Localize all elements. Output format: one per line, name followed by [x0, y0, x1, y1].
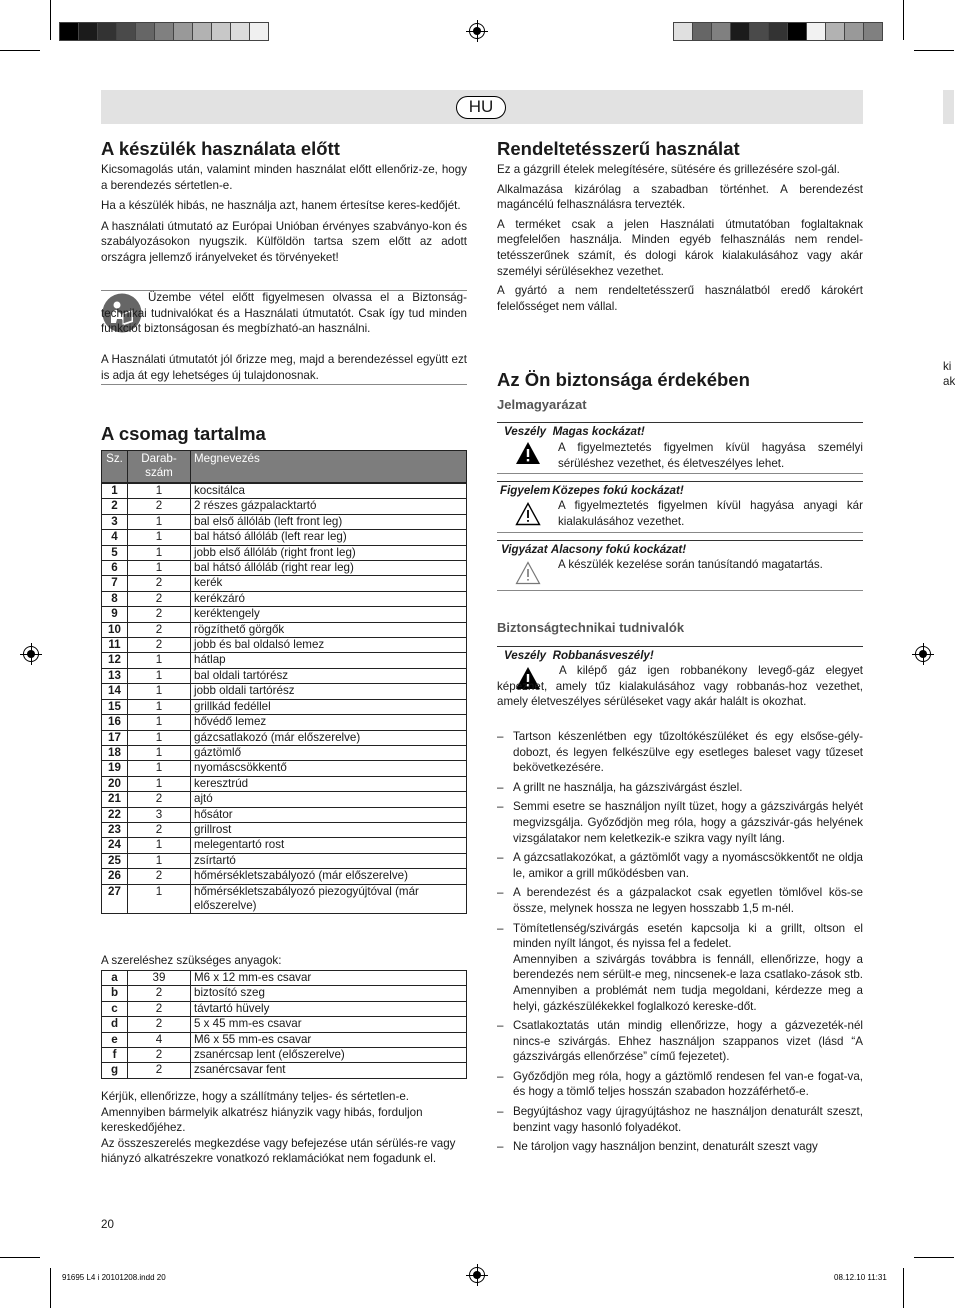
column-header: Megnevezés [191, 451, 467, 483]
part-name: kocsitálca [191, 484, 467, 499]
heading-your-safety: Az Ön biztonsága érdekében [497, 369, 750, 390]
material-name: 5 x 45 mm-es csavar [191, 1017, 467, 1032]
footer-date: 08.12.10 11:31 [834, 1273, 887, 1282]
part-quantity: 2 [128, 607, 191, 622]
part-quantity: 2 [128, 591, 191, 606]
warning-label-danger: Veszély Magas kockázat! [504, 425, 645, 438]
table-row [102, 668, 467, 683]
table-row [102, 484, 467, 499]
table-row [102, 838, 467, 853]
part-number: 1 [102, 484, 128, 499]
part-quantity: 2 [128, 638, 191, 653]
part-number: 17 [102, 730, 128, 745]
part-quantity: 1 [128, 853, 191, 868]
part-name: kerék [191, 576, 467, 591]
parts-table-header [102, 451, 467, 483]
bullet-item: – Tömítetlenség/szivárgás esetén kapcsolja ki a grillt, oltson el minden nyílt lángot, és nyissa fel a fedelet. Amennyiben a szivárgás továbbra is fennáll, ellenőrizze, hogy a berendezés nem sérült-e meg, nincsenek-e laza csatlako-zások stb. Amennyiben a problémát nem tudja megoldani, kérdezze meg a helyi, gázkészülékekkel foglalkozó kereske-dőt. [497, 921, 863, 1015]
part-name: keréktengely [191, 607, 467, 622]
paragraph: Kérjük, ellenőrizze, hogy a szállítmány teljes- és sértetlen-e. Amennyiben bármelyik alkatrész hiányzik vagy hibás, forduljon kereskedőjéhez. [101, 1090, 423, 1135]
part-number: 25 [102, 853, 128, 868]
crop-mark [50, 0, 51, 40]
bullet-item: – A gázcsatlakozókat, a gáztömlőt vagy a nyomáscsökkentőt ne oldja le, amikor a grill működésben van. [497, 850, 863, 881]
next-page-band [943, 90, 954, 124]
part-name: hővédő lemez [191, 715, 467, 730]
part-quantity: 1 [128, 730, 191, 745]
part-number: 26 [102, 869, 128, 884]
part-quantity: 1 [128, 838, 191, 853]
part-number: 8 [102, 591, 128, 606]
part-name: jobb első állóláb (right front leg) [191, 545, 467, 560]
divider [101, 384, 467, 385]
part-name: nyomáscsökkentő [191, 761, 467, 776]
material-letter: d [102, 1017, 128, 1032]
page-number: 20 [101, 1218, 114, 1231]
part-number: 5 [102, 545, 128, 560]
caution-triangle-icon [515, 502, 541, 531]
part-name: ajtó [191, 792, 467, 807]
table-row [102, 607, 467, 622]
part-quantity: 2 [128, 869, 191, 884]
registration-mark-top-icon [469, 23, 485, 39]
table-row [102, 884, 467, 914]
divider [497, 481, 863, 482]
part-quantity: 1 [128, 776, 191, 791]
crop-mark [914, 50, 954, 51]
part-name: bal első állóláb (left front leg) [191, 514, 467, 529]
part-name: grillrost [191, 822, 467, 837]
part-name: jobb oldali tartórész [191, 684, 467, 699]
registration-mark-bottom-icon [469, 1267, 485, 1283]
part-quantity: 1 [128, 715, 191, 730]
part-number: 13 [102, 668, 128, 683]
check-text [101, 1089, 467, 1171]
edge-fragment: ki [943, 360, 952, 373]
warning-label-caution: Figyelem Közepes fokú kockázat! [500, 484, 684, 497]
table-row [102, 1001, 467, 1016]
material-quantity: 39 [128, 971, 191, 986]
table-row [102, 638, 467, 653]
material-quantity: 2 [128, 1063, 191, 1078]
table-row [102, 1032, 467, 1047]
part-quantity: 1 [128, 761, 191, 776]
divider [497, 473, 863, 474]
table-row [102, 776, 467, 791]
table-row [102, 1048, 467, 1063]
table-row [102, 730, 467, 745]
material-letter: b [102, 986, 128, 1001]
part-name: bal oldali tartórész [191, 668, 467, 683]
table-row [102, 591, 467, 606]
material-name: biztosító szeg [191, 986, 467, 1001]
part-quantity: 2 [128, 576, 191, 591]
heading-safety-notes: Biztonságtechnikai tudnivalók [497, 620, 685, 635]
warning-text-attention: A készülék kezelése során tanúsítandó magatartás. [558, 558, 823, 571]
divider [497, 590, 863, 591]
part-quantity: 1 [128, 514, 191, 529]
table-row [102, 530, 467, 545]
table-row [102, 545, 467, 560]
part-name: bal hátsó állóláb (left rear leg) [191, 530, 467, 545]
table-row [102, 822, 467, 837]
heading-legend: Jelmagyarázat [497, 397, 587, 412]
part-number: 24 [102, 838, 128, 853]
table-row [102, 986, 467, 1001]
part-number: 2 [102, 499, 128, 514]
part-number: 11 [102, 638, 128, 653]
table-row [102, 761, 467, 776]
attention-triangle-icon [515, 561, 541, 590]
heading-before-use: A készülék használata előtt [101, 138, 340, 159]
part-number: 10 [102, 622, 128, 637]
assembly-intro: A szereléshez szükséges anyagok: [101, 954, 282, 967]
edge-fragment: ak [943, 375, 955, 388]
warning-text-danger: A figyelmeztetés figyelmen kívül hagyása személyi sérüléshez vezethet, és életveszélyes lehet. [558, 441, 863, 470]
part-number: 20 [102, 776, 128, 791]
part-name: kerékzáró [191, 591, 467, 606]
material-letter: e [102, 1032, 128, 1047]
paragraph: A gyártó a nem rendeltetésszerű használatból eredő károkért felelősséget nem vállal. [497, 284, 863, 313]
paragraph: Ha a készülék hibás, ne használja azt, hanem értesítse keres-kedőjét. [101, 199, 461, 213]
table-row [102, 853, 467, 868]
part-name: hőmérsékletszabályozó (már előszerelve) [191, 869, 467, 884]
divider [497, 646, 863, 647]
part-number: 6 [102, 561, 128, 576]
warning-text-explosion: A kilépő gáz igen robbanékony levegő-gáz elegyet képezhet, amely tűz kialakulásához vagy robbanás-hoz vezethet, amely életveszélyes sérüléseket vagy akár halált is okozhat. [497, 664, 863, 709]
table-row [102, 1017, 467, 1032]
material-quantity: 2 [128, 1048, 191, 1063]
bullet-item: – A berendezést és a gázpalackot csak egyetlen tömlővel kös-se össze, melynek hossza ne legyen hosszabb 1,5 m-nél. [497, 885, 863, 916]
before-use-text [101, 162, 467, 270]
part-quantity: 1 [128, 684, 191, 699]
part-number: 12 [102, 653, 128, 668]
part-name: hátlap [191, 653, 467, 668]
part-quantity: 1 [128, 561, 191, 576]
table-row [102, 715, 467, 730]
divider [497, 532, 863, 533]
part-quantity: 1 [128, 530, 191, 545]
table-row [102, 1063, 467, 1078]
part-name: zsírtartó [191, 853, 467, 868]
table-row [102, 514, 467, 529]
bullet-item: – Csatlakoztatás után mindig ellenőrizze, hogy a gázvezeték-nél nincs-e szivárgás. Ehhez használjon szappanos vizet (lásd “A gázszivárgás ellenőrzése” című fejezetet). [497, 1018, 863, 1065]
table-row [102, 653, 467, 668]
part-name: keresztrúd [191, 776, 467, 791]
crop-mark [50, 1268, 51, 1308]
warning-label-attention: Vigyázat Alacsony fokú kockázat! [501, 543, 687, 556]
color-bar-left [60, 22, 269, 41]
part-quantity: 1 [128, 668, 191, 683]
table-row [102, 792, 467, 807]
divider [497, 422, 863, 423]
part-name: jobb és bal oldalsó lemez [191, 638, 467, 653]
part-number: 14 [102, 684, 128, 699]
part-number: 19 [102, 761, 128, 776]
parts-table [101, 450, 467, 914]
part-number: 7 [102, 576, 128, 591]
material-quantity: 4 [128, 1032, 191, 1047]
paragraph: Alkalmazása kizárólag a szabadban történhet. A berendezést magáncélú felhasználásra tervezték. [497, 182, 863, 212]
part-name: gázcsatlakozó (már előszerelve) [191, 730, 467, 745]
part-number: 4 [102, 530, 128, 545]
material-letter: f [102, 1048, 128, 1063]
part-number: 18 [102, 745, 128, 760]
part-name: hőmérsékletszabályozó piezogyújtóval (már előszerelve) [191, 884, 467, 914]
part-quantity: 2 [128, 622, 191, 637]
part-number: 22 [102, 807, 128, 822]
part-quantity: 1 [128, 699, 191, 714]
table-row [102, 869, 467, 884]
table-row [102, 971, 467, 986]
part-number: 3 [102, 514, 128, 529]
bullet-item: – Ne tároljon vagy használjon benzint, denaturált szeszt vagy [497, 1139, 863, 1155]
part-number: 23 [102, 822, 128, 837]
part-quantity: 1 [128, 653, 191, 668]
part-name: melegentartó rost [191, 838, 467, 853]
part-quantity: 2 [128, 822, 191, 837]
paragraph: Kicsomagolás után, valamint minden használat előtt ellenőriz-ze, hogy a berendezés sértetlen-e. [101, 163, 467, 192]
paragraph: A használati útmutató az Európai Unióban érvényes szabványo-kon és szabályozásokon nyugszik. Külföldön tartsa szem előtt az adott országra jellemző irányelveket és törvényeket! [101, 219, 467, 264]
part-quantity: 3 [128, 807, 191, 822]
table-row [102, 745, 467, 760]
bullet-item: – Begyújtáshoz vagy újragyújtáshoz ne használjon denaturált szeszt, benzint vagy hasonló folyadékot. [497, 1104, 863, 1135]
material-letter: c [102, 1001, 128, 1016]
crop-mark [0, 1257, 40, 1258]
part-number: 9 [102, 607, 128, 622]
part-quantity: 1 [128, 745, 191, 760]
part-number: 16 [102, 715, 128, 730]
crop-mark [0, 50, 40, 51]
danger-triangle-icon [515, 441, 541, 470]
paragraph: Ez a gázgrill ételek melegítésére, sütésére és grillezésére szol-gál. [497, 163, 840, 176]
part-name: grillkád fedéllel [191, 699, 467, 714]
intended-use-text [497, 162, 863, 318]
bullet-item: – Tartson készenlétben egy tűzoltókészüléket és egy elsőse-gély-dobozt, és legyen felkészülve egy esetleges baleset vagy tűzeset bekövetkezésére. [497, 729, 863, 776]
part-number: 15 [102, 699, 128, 714]
warning-text-caution: A figyelmeztetés figyelmen kívül hagyása anyagi kár kialakulásához vezethet. [558, 499, 863, 528]
part-quantity: 1 [128, 484, 191, 499]
part-name: bal hátsó állóláb (right rear leg) [191, 561, 467, 576]
part-name: hősátor [191, 807, 467, 822]
material-name: M6 x 12 mm-es csavar [191, 971, 467, 986]
bullet-item: – A grillt ne használja, ha gázszivárgást észlel. [497, 780, 863, 796]
material-quantity: 2 [128, 986, 191, 1001]
table-row [102, 576, 467, 591]
material-letter: g [102, 1063, 128, 1078]
crop-mark [914, 1257, 954, 1258]
registration-mark-left-icon [23, 646, 39, 662]
footer-file-name: 91695 L4 i 20101208.indd 20 [62, 1273, 166, 1282]
registration-mark-right-icon [915, 646, 931, 662]
material-quantity: 2 [128, 1001, 191, 1016]
part-number: 27 [102, 884, 128, 914]
language-badge: HU [456, 96, 506, 119]
part-number: 21 [102, 792, 128, 807]
material-name: zsanércsavar fent [191, 1063, 467, 1078]
part-name: gáztömlő [191, 745, 467, 760]
warning-label-explosion: Veszély Robbanásveszély! [504, 649, 654, 662]
material-name: M6 x 55 mm-es csavar [191, 1032, 467, 1047]
column-header: Darab-szám [128, 451, 191, 483]
paragraph: Az összeszerelés megkezdése vagy befejezése után sérülés-re vagy hiányzó alkatrészekre vonatkozó reklamációkat nem fogadunk el. [101, 1136, 456, 1166]
materials-table [101, 970, 467, 1079]
crop-mark [903, 1268, 904, 1308]
manual-keep-note: A Használati útmutatót jól őrizze meg, majd a berendezéssel együtt ezt is adja át egy lehetséges új tulajdonosnak. [101, 353, 467, 382]
part-name: rögzíthető görgők [191, 622, 467, 637]
heading-intended-use: Rendeltetésszerű használat [497, 138, 740, 159]
part-quantity: 2 [128, 499, 191, 514]
material-letter: a [102, 971, 128, 986]
table-row [102, 684, 467, 699]
part-quantity: 1 [128, 884, 191, 914]
part-quantity: 2 [128, 792, 191, 807]
bullet-item: – Győződjön meg róla, hogy a gáztömlő rendesen fel van-e fogat-va, és hogy a tömlő teljes hosszán szabadon hozzáférhető-e. [497, 1069, 863, 1100]
part-name: 2 részes gázpalacktartó [191, 499, 467, 514]
safety-bullet-list [497, 729, 863, 1159]
material-quantity: 2 [128, 1017, 191, 1032]
material-name: távtartó hüvely [191, 1001, 467, 1016]
heading-package-contents: A csomag tartalma [101, 423, 266, 444]
column-header: Sz. [102, 451, 128, 483]
color-bar-right [674, 22, 883, 41]
table-row [102, 807, 467, 822]
material-name: zsanércsap lent (előszerelve) [191, 1048, 467, 1063]
table-row [102, 499, 467, 514]
divider [497, 540, 863, 541]
bullet-item: – Semmi esetre se használjon nyílt tüzet, hogy a gázszivárgás helyét megvizsgálja. Győződjön meg róla, hogy a gázszivár-gás helyének vizsgálatakor nem keletkezik-e szikra vagy nyílt láng. [497, 799, 863, 846]
table-row [102, 561, 467, 576]
table-row [102, 699, 467, 714]
table-row [102, 622, 467, 637]
part-quantity: 1 [128, 545, 191, 560]
paragraph: A terméket csak a jelen Használati útmutatóban foglaltaknak megfelelően használja. Minden egyéb felhasználás nem rendel-tetésszerűnek számít, és dologi károk kialakulásához vagy akár személyi sérülésekhez vezethet. [497, 217, 863, 278]
crop-mark [903, 0, 904, 40]
manual-note: Üzembe vétel előtt figyelmesen olvassa el a Biztonság-technikai tudnivalókat és a Használati útmutatót. Csak így tud minden funkciót biztonságosan és megbízható-an használni. [101, 291, 467, 336]
